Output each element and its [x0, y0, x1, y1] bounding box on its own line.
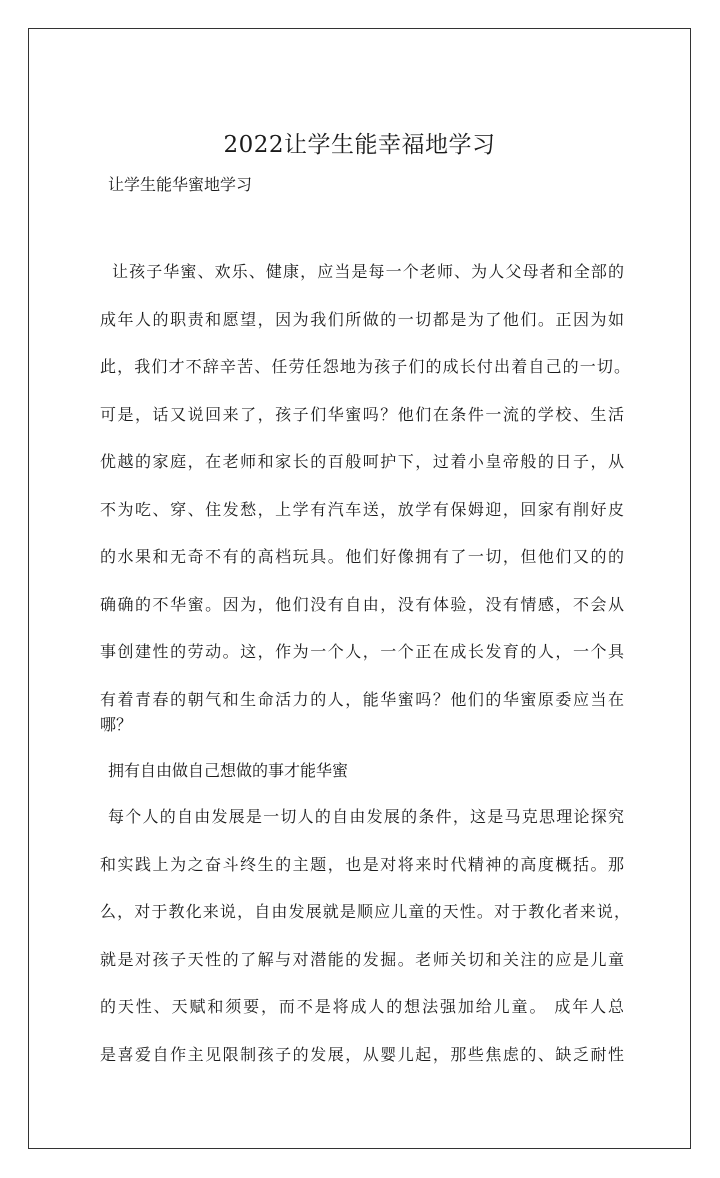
body-line: 确确的不华蜜。因为，他们没有自由，没有体验，没有情感，不会从 [100, 595, 624, 614]
body-line: 成年人的职责和愿望，因为我们所做的一切都是为了他们。正因为如 [100, 310, 624, 329]
body-line: 么，对于教化来说，自由发展就是顺应儿童的天性。对于教化者来说， [100, 902, 630, 921]
document-subtitle: 让学生能华蜜地学习 [108, 175, 253, 194]
section-heading: 拥有自由做自己想做的事才能华蜜 [108, 761, 349, 780]
body-line: 让孩子华蜜、欢乐、健康，应当是每一个老师、为人父母者和全部的 [112, 262, 624, 281]
body-line: 的天性、天赋和须要，而不是将成人的想法强加给儿童。 成年人总 [100, 997, 624, 1016]
body-line: 优越的家庭，在老师和家长的百般呵护下，过着小皇帝般的日子，从 [100, 452, 624, 471]
body-line: 是喜爱自作主见限制孩子的发展，从婴儿起，那些焦虑的、缺乏耐性 [100, 1045, 624, 1064]
document-page [28, 28, 691, 1149]
body-line: 有着青春的朝气和生命活力的人，能华蜜吗？他们的华蜜原委应当在 [100, 690, 624, 709]
body-line: 可是，话又说回来了，孩子们华蜜吗？他们在条件一流的学校、生活 [100, 405, 624, 424]
body-line: 此，我们才不辞辛苦、任劳任怨地为孩子们的成长付出着自己的一切。 [100, 357, 630, 376]
body-line: 每个人的自由发展是一切人的自由发展的条件，这是马克思理论探究 [108, 807, 624, 826]
body-line: 哪？ [100, 715, 133, 734]
body-line: 就是对孩子天性的了解与对潜能的发掘。老师关切和关注的应是儿童 [100, 950, 624, 969]
body-line: 不为吃、穿、住发愁，上学有汽车送，放学有保姆迎，回家有削好皮 [100, 500, 624, 519]
body-line: 和实践上为之奋斗终生的主题，也是对将来时代精神的高度概括。那 [100, 855, 624, 874]
document-title: 2022让学生能幸福地学习 [223, 132, 496, 158]
body-line: 的水果和无奇不有的高档玩具。他们好像拥有了一切，但他们又的的 [100, 547, 624, 566]
body-line: 事创建性的劳动。这，作为一个人，一个正在成长发育的人，一个具 [100, 642, 624, 661]
